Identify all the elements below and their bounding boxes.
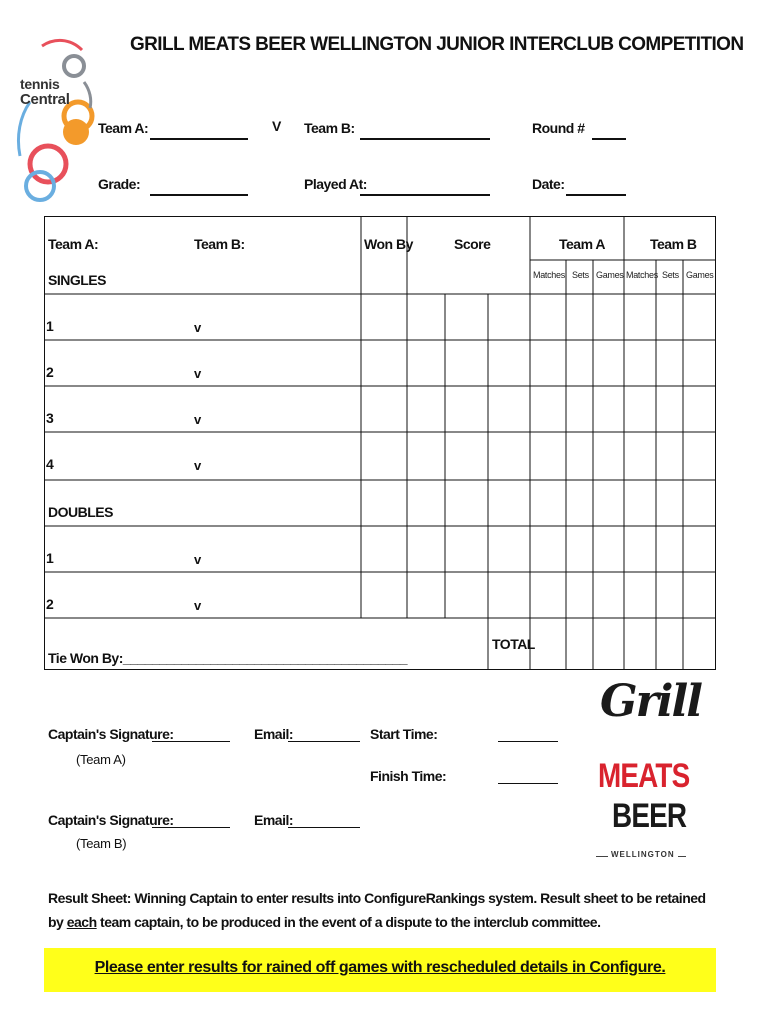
- wellington-logo-word: WELLINGTON: [608, 850, 678, 859]
- team-b-header: Team B:: [194, 236, 245, 252]
- tennis-logo-word: tennis: [20, 76, 60, 92]
- date-field[interactable]: [566, 194, 626, 196]
- won-by-header: Won By: [364, 236, 413, 252]
- doubles-row-2-vs: v: [194, 598, 202, 613]
- date-label: Date:: [532, 176, 565, 192]
- captain-b-email-field[interactable]: [288, 827, 360, 828]
- result-sheet-note-each: each: [66, 914, 97, 930]
- tie-won-by[interactable]: Tie Won By:_______________________________________: [48, 650, 408, 666]
- doubles-row-2-number: 2: [46, 596, 54, 612]
- round-field[interactable]: [592, 138, 626, 140]
- subheader-games-b: Games: [686, 270, 714, 280]
- team-b-note: (Team B): [76, 836, 127, 851]
- captain-b-signature-label: Captain's Signature:: [48, 812, 174, 828]
- captain-b-signature-field[interactable]: [152, 827, 230, 828]
- grill-logo-word: Grill: [600, 676, 701, 727]
- page-title: GRILL MEATS BEER WELLINGTON JUNIOR INTERCLUB COMPETITION: [130, 34, 744, 55]
- singles-label: SINGLES: [48, 272, 106, 288]
- team-a-note: (Team A): [76, 752, 126, 767]
- round-label: Round #: [532, 120, 585, 136]
- singles-row-4-number: 4: [46, 456, 54, 472]
- beer-logo-word: BEER: [612, 797, 687, 835]
- team-b-field[interactable]: [360, 138, 490, 140]
- central-logo-word: Central: [20, 91, 70, 108]
- rained-off-banner-text: Please enter results for rained off games with rescheduled details in Configure.: [94, 959, 666, 976]
- result-sheet-note: [48, 886, 708, 934]
- subheader-games-a: Games: [596, 270, 624, 280]
- played-at-field[interactable]: [360, 194, 490, 196]
- team-b-group-header: Team B: [650, 236, 697, 252]
- team-a-field[interactable]: [150, 138, 248, 140]
- singles-row-1-number: 1: [46, 318, 54, 334]
- subheader-matches-a: Matches: [533, 270, 565, 280]
- captain-a-signature-label: Captain's Signature:: [48, 726, 174, 742]
- tennis-central-logo: [14, 36, 96, 202]
- subheader-sets-a: Sets: [572, 270, 589, 280]
- subheader-sets-b: Sets: [662, 270, 679, 280]
- results-table: [44, 216, 716, 670]
- start-time-field[interactable]: [498, 741, 558, 742]
- result-sheet-note-text-2: team captain, to be produced in the event of a dispute to the interclub committee.: [96, 914, 601, 930]
- captain-a-signature-field[interactable]: [152, 741, 230, 742]
- total-label: TOTAL: [492, 636, 535, 652]
- doubles-label: DOUBLES: [48, 504, 113, 520]
- subheader-matches-b: Matches: [626, 270, 658, 280]
- start-time-label: Start Time:: [370, 726, 438, 742]
- singles-row-2-vs: v: [194, 366, 202, 381]
- team-b-label: Team B:: [304, 120, 355, 136]
- versus-label: V: [272, 118, 281, 134]
- played-at-label: Played At:: [304, 176, 367, 192]
- team-a-label: Team A:: [98, 120, 149, 136]
- grade-field[interactable]: [150, 194, 248, 196]
- meats-logo-word: MEATS: [598, 757, 690, 795]
- grade-label: Grade:: [98, 176, 141, 192]
- grill-meats-beer-logo: [594, 672, 701, 868]
- score-header: Score: [454, 236, 491, 252]
- captain-a-email-field[interactable]: [288, 741, 360, 742]
- doubles-row-1-number: 1: [46, 550, 54, 566]
- singles-row-3-number: 3: [46, 410, 54, 426]
- captain-b-email-label: Email:: [254, 812, 294, 828]
- finish-time-field[interactable]: [498, 783, 558, 784]
- result-sheet-note-text-1: Result Sheet: Winning Captain to enter results into ConfigureRankings system. Result sheet to be retained by: [48, 890, 706, 930]
- team-a-group-header: Team A: [559, 236, 606, 252]
- rained-off-banner: [44, 948, 716, 992]
- singles-row-1-vs: v: [194, 320, 202, 335]
- captain-a-email-label: Email:: [254, 726, 294, 742]
- team-a-header: Team A:: [48, 236, 99, 252]
- singles-row-3-vs: v: [194, 412, 202, 427]
- singles-row-4-vs: v: [194, 458, 202, 473]
- finish-time-label: Finish Time:: [370, 768, 447, 784]
- singles-row-2-number: 2: [46, 364, 54, 380]
- doubles-row-1-vs: v: [194, 552, 202, 567]
